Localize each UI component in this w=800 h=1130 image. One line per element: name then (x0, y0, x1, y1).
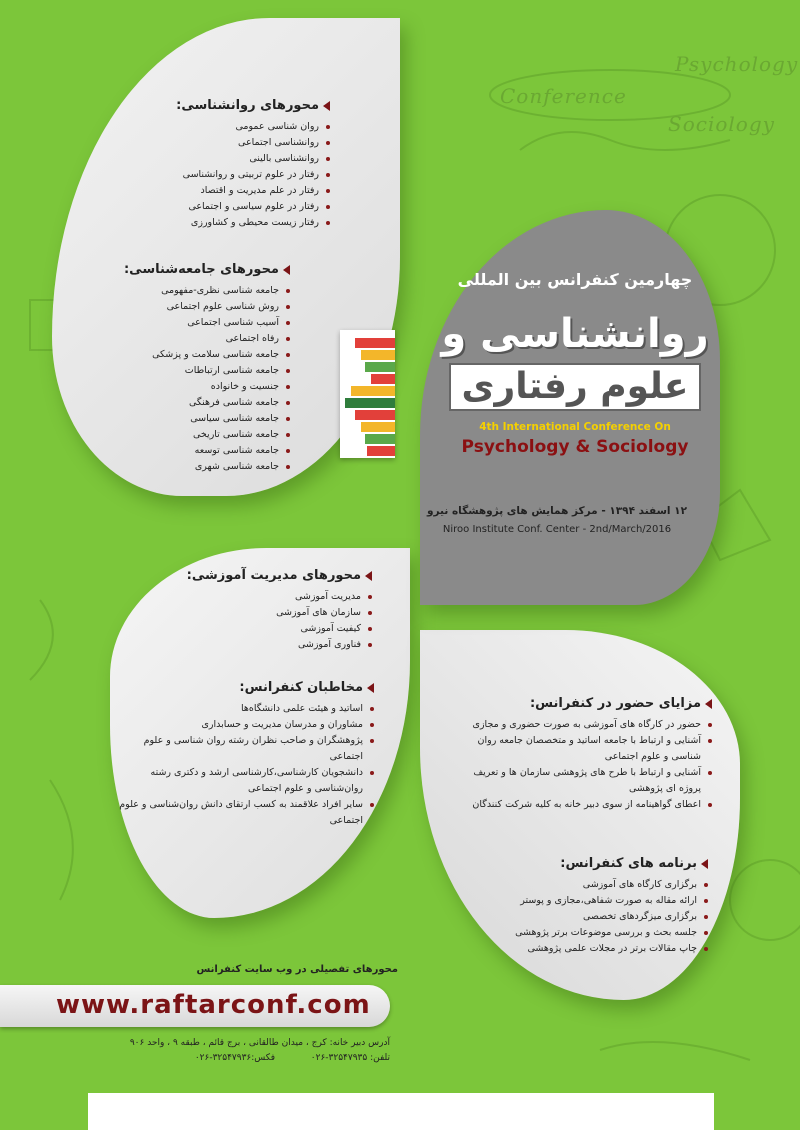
list-item: کیفیت آموزشی (172, 621, 372, 637)
education-topics (172, 568, 372, 653)
arrow-icon (701, 859, 708, 869)
programs-heading (448, 856, 708, 871)
list-item: رفتار در علوم سیاسی و اجتماعی (110, 199, 330, 215)
audience-heading (114, 680, 374, 695)
programs-list (448, 856, 708, 957)
address-line: آدرس دبیر خانه: کرج ، میدان طالقانی ، برج قائم ، طبقه ۹ ، واحد ۹۰۶ (129, 1038, 390, 1048)
list-item: روانشناسی اجتماعی (110, 135, 330, 151)
list-item: دانشجویان کارشناسی،کارشناسی ارشد و دکتری رشته روان‌شناسی و علوم اجتماعی (114, 765, 374, 797)
list-item: روان شناسی عمومی (110, 119, 330, 135)
list-item: آشنایی و ارتباط با طرح های پژوهشی سازمان ها و تعریف پروژه ای پژوهشی (452, 765, 712, 797)
phone-number: تلفن: ۳۲۵۴۷۹۳۵-۰۲۶ (310, 1053, 390, 1063)
conference-subtitle: چهارمین کنفرانس بین المللی (457, 270, 693, 289)
conference-title-line2: علوم رفتاری (449, 363, 700, 411)
list-item: جامعه شناسی شهری (100, 459, 290, 475)
bottom-white-box (88, 1093, 714, 1130)
list-item: اعطای گواهینامه از سوی دبیر خانه به کلیه شرکت کنندگان (452, 797, 712, 813)
list-item: رفتار در علم مدیریت و اقتصاد (110, 183, 330, 199)
arrow-icon (323, 101, 330, 111)
audience-title: مخاطبان کنفرانس: (239, 680, 363, 695)
psychology-title: محورهای روانشناسی: (176, 98, 319, 113)
sociology-topics (100, 262, 290, 475)
list-item: سایر افراد علاقمند به کسب ارتقای دانش روان‌شناسی و علوم اجتماعی (114, 797, 374, 829)
sketch-word-conference: Conference (500, 84, 627, 108)
list-item: روانشناسی بالینی (110, 151, 330, 167)
sociology-heading (100, 262, 290, 277)
arrow-icon (705, 699, 712, 709)
list-item: چاپ مقالات برتر در مجلات علمی پژوهشی (448, 941, 708, 957)
sketch-word-sociology: Sociology (668, 112, 775, 136)
education-title: محورهای مدیریت آموزشی: (186, 568, 361, 583)
programs-title: برنامه های کنفرانس: (560, 856, 697, 871)
advantages-title: مزایای حضور در کنفرانس: (529, 696, 701, 711)
conference-title-block (430, 270, 720, 457)
date-persian: ۱۲ اسفند ۱۳۹۴ - مرکز همایش های پژوهشگاه نیرو (427, 505, 687, 517)
list-item: آشنایی و ارتباط با جامعه اساتید و متخصصان جامعه روان شناسی و علوم اجتماعی (452, 733, 712, 765)
date-english: Niroo Institute Conf. Center - 2nd/March/2016 (442, 524, 672, 535)
sketch-word-psychology: Psychology (675, 52, 799, 76)
education-heading (172, 568, 372, 583)
conference-english-line2: Psychology & Sociology (461, 437, 689, 457)
details-note: محورهای تفصیلی در وب سایت کنفرانس (196, 964, 398, 975)
list-item: فناوری آموزشی (172, 637, 372, 653)
face-logo (340, 330, 395, 458)
psychology-heading (110, 98, 330, 113)
conference-english-line1: 4th International Conference On (479, 421, 671, 433)
list-item: برگزاری میزگردهای تخصصی (448, 909, 708, 925)
list-item: سازمان های آموزشی (172, 605, 372, 621)
list-item: جامعه شناسی ارتباطات (100, 363, 290, 379)
sociology-title: محورهای جامعه‌شناسی: (123, 262, 279, 277)
psychology-topics (110, 98, 330, 231)
advantages-list (452, 696, 712, 813)
advantages-heading (452, 696, 712, 711)
list-item: رفاه اجتماعی (100, 331, 290, 347)
list-item: حضور در کارگاه های آموزشی به صورت حضوری و مجازی (452, 717, 712, 733)
list-item: جامعه شناسی سیاسی (100, 411, 290, 427)
date-venue (422, 505, 692, 535)
list-item: جنسیت و خانواده (100, 379, 290, 395)
list-item: جامعه شناسی نظری-مفهومی (100, 283, 290, 299)
list-item: جامعه شناسی تاریخی (100, 427, 290, 443)
list-item: آسیب شناسی اجتماعی (100, 315, 290, 331)
list-item: مدیریت آموزشی (172, 589, 372, 605)
list-item: اساتید و هیئت علمی دانشگاه‌ها (114, 701, 374, 717)
arrow-icon (365, 571, 372, 581)
list-item: پژوهشگران و صاحب نظران رشته روان شناسی و علوم اجتماعی (114, 733, 374, 765)
list-item: روش شناسی علوم اجتماعی (100, 299, 290, 315)
conference-title-line1: روانشناسی و (441, 311, 709, 357)
website-link[interactable]: www.raftarconf.com (56, 990, 371, 1020)
list-item: جامعه شناسی سلامت و پزشکی (100, 347, 290, 363)
list-item: مشاوران و مدرسان مدیریت و حسابداری (114, 717, 374, 733)
list-item: جامعه شناسی توسعه (100, 443, 290, 459)
fax-number: فکس:۳۲۵۴۷۹۳۶-۰۲۶ (194, 1053, 276, 1063)
contact-line (125, 1051, 390, 1066)
arrow-icon (283, 265, 290, 275)
arrow-icon (367, 683, 374, 693)
list-item: ارائه مقاله به صورت شفاهی،مجازی و پوستر (448, 893, 708, 909)
list-item: جامعه شناسی فرهنگی (100, 395, 290, 411)
audience-list (114, 680, 374, 829)
list-item: رفتار زیست محیطی و کشاورزی (110, 215, 330, 231)
list-item: برگزاری کارگاه های آموزشی (448, 877, 708, 893)
secretariat-address (125, 1036, 390, 1066)
list-item: جلسه بحث و بررسی موضوعات برتر پژوهشی (448, 925, 708, 941)
list-item: رفتار در علوم تربیتی و روانشناسی (110, 167, 330, 183)
